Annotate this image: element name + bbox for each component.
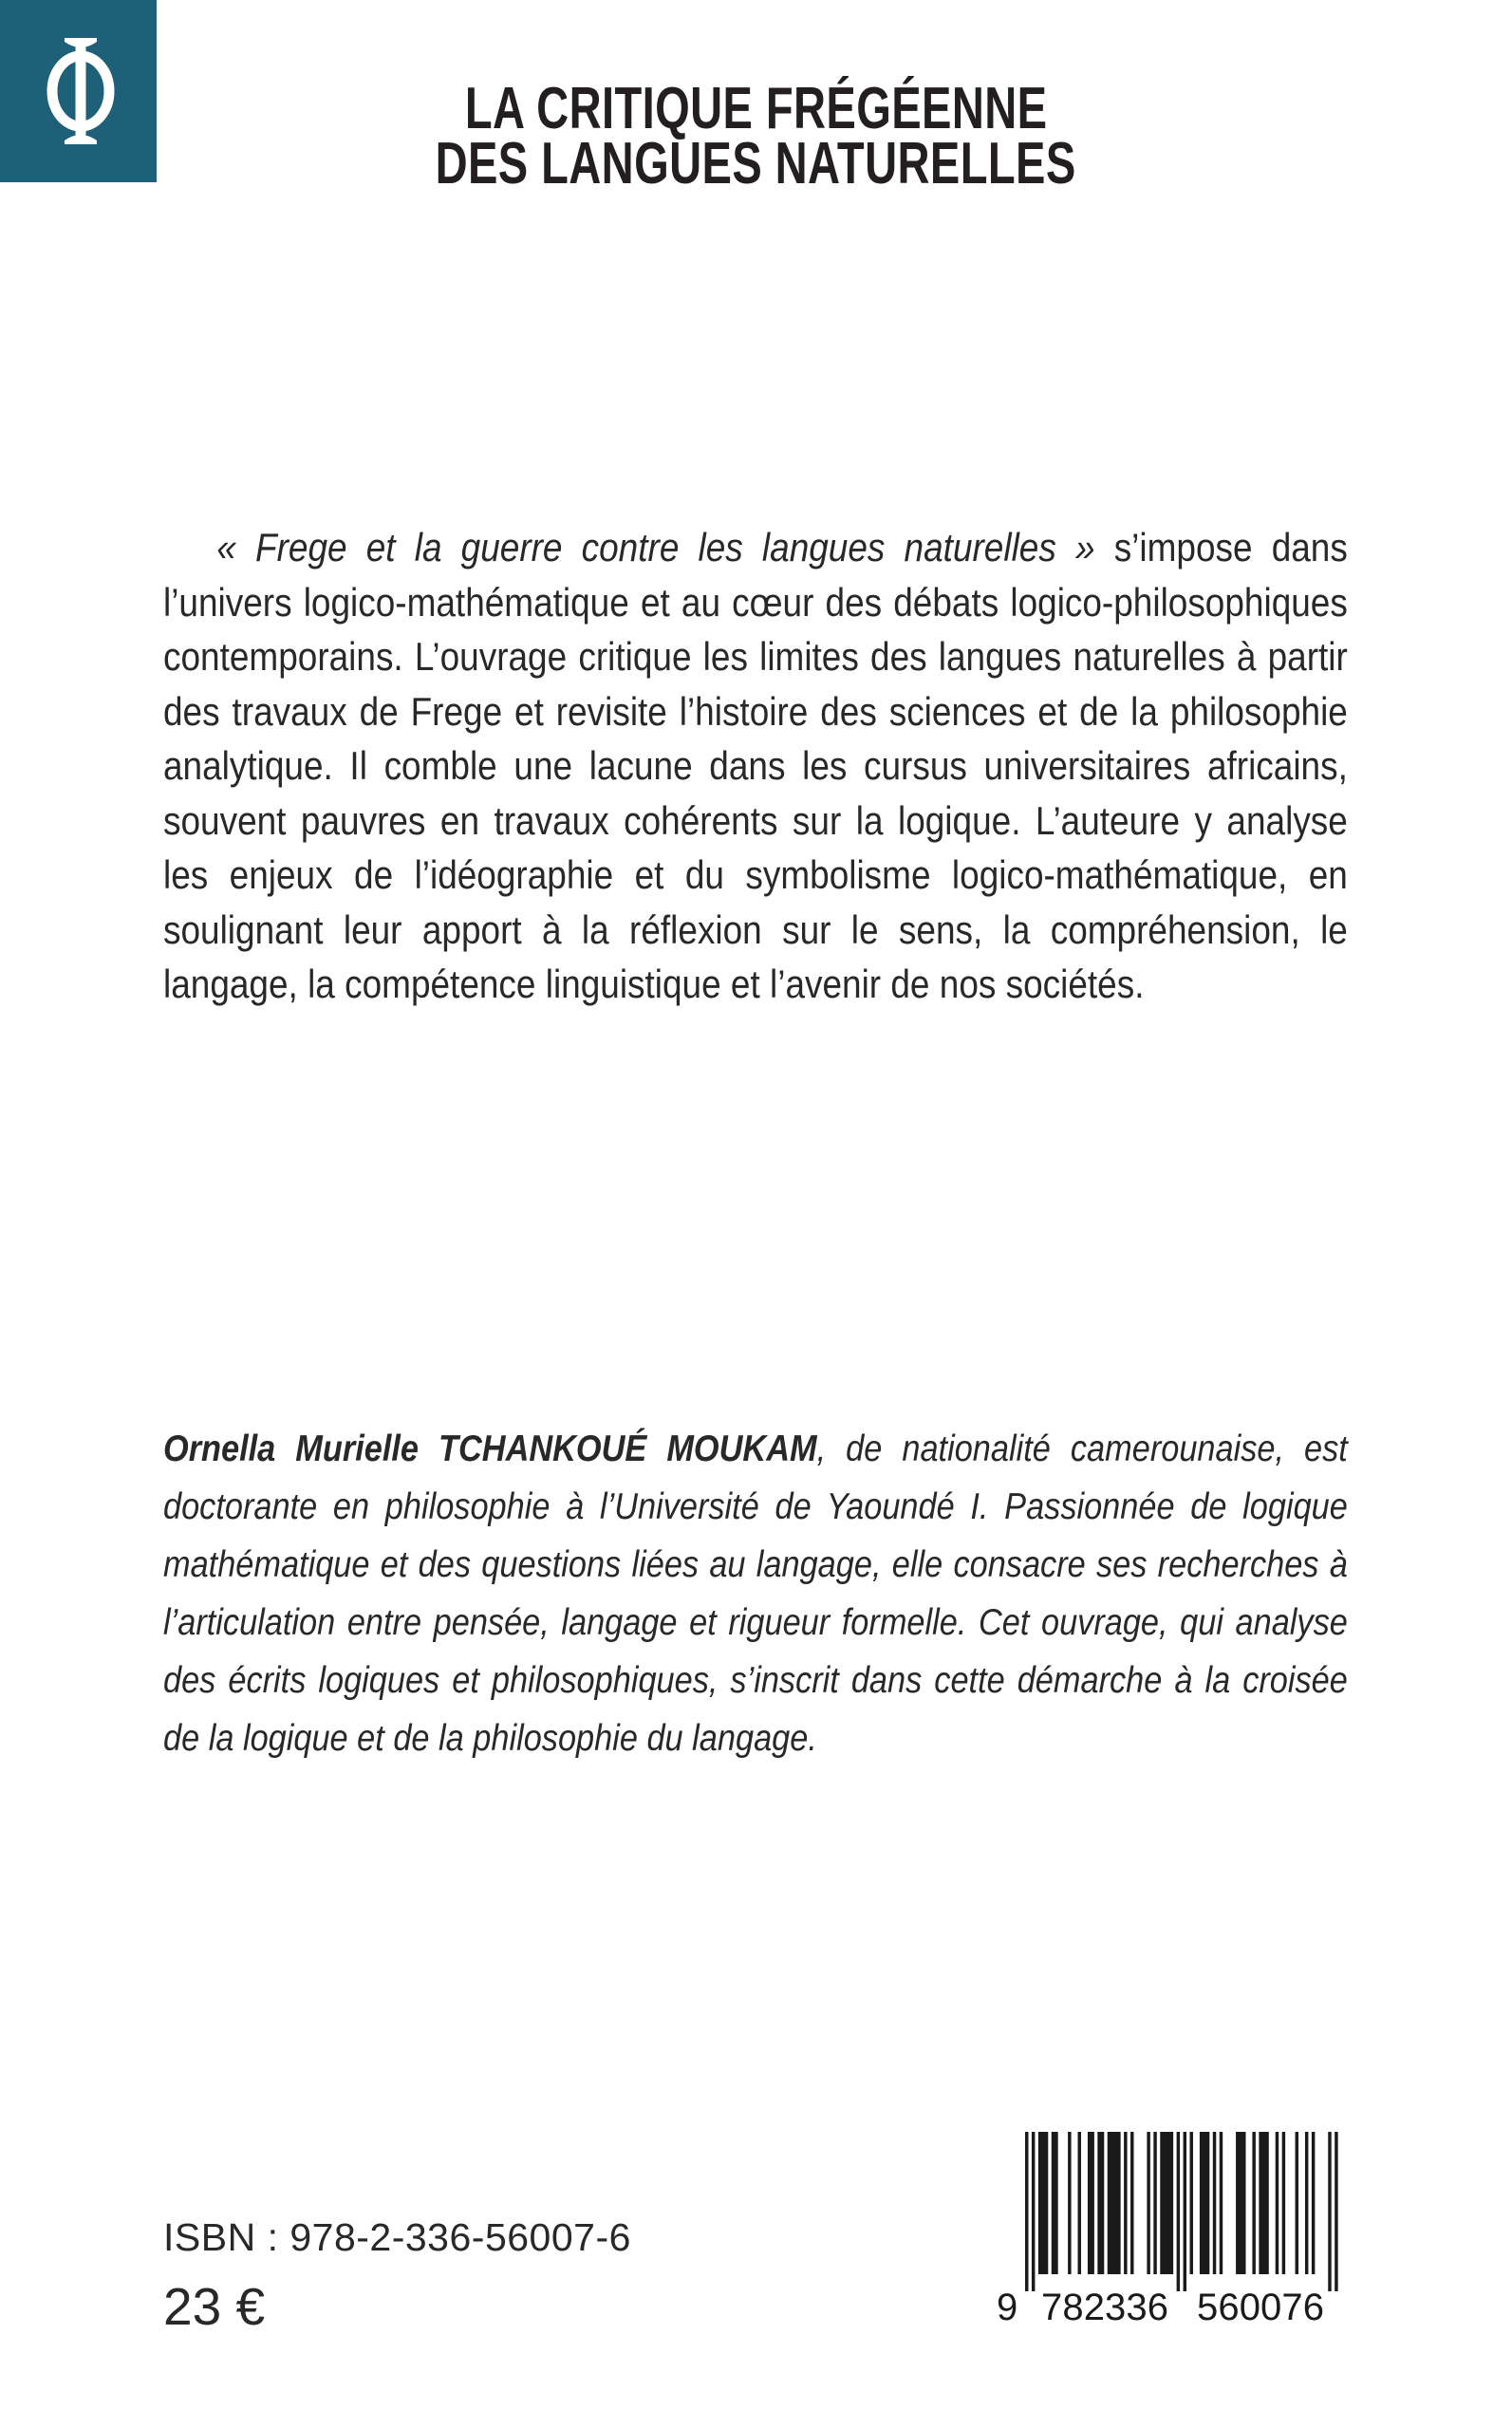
book-title-line2: DES LANGUES NATURELLES — [435, 131, 1077, 196]
book-title — [0, 76, 1512, 196]
isbn-text: ISBN : 978-2-336-56007-6 — [163, 2215, 631, 2259]
blurb-quoted-title: « Frege et la guerre contre les langues naturelles » — [216, 525, 1095, 570]
author-bio-text: , de nationalité camerounaise, est doctorante en philosophie à l’Université de Yaoundé I. Passionnée de logique mathématique et des questions liées au langage, elle consacre ses recherches à l’articulation entre pensée, langage et rigueur formelle. Cet ouvrage, qui analyse des écrits logiques et philosophiques, s’inscrit dans cette démarche à la croisée de la logique et de la philosophie du langage. — [163, 1429, 1348, 1759]
back-cover-blurb — [163, 520, 1348, 1012]
author-name: Ornella Murielle TCHANKOUÉ MOUKAM — [163, 1429, 817, 1469]
price-text: 23 € — [163, 2277, 266, 2336]
barcode-digit-lead: 9 — [997, 2287, 1018, 2326]
barcode-digits-left: 782336 — [1041, 2287, 1168, 2326]
barcode-svg — [997, 2132, 1343, 2326]
blurb-body-text: s’impose dans l’univers logico-mathématique et au cœur des débats logico-philosophiques contemporains. L’ouvrage critique les limites des langues naturelles à partir des travaux de Frege et revisite l’histoire des sciences et de la philosophie analytique. Il comble une lacune dans les cursus universitaires africains, souvent pauvres en travaux cohérents sur la logique. L’auteure y analyse les enjeux de l’idéographie et du symbolisme logico-mathématique, en soulignant leur apport à la réflexion sur le sens, la compréhension, le langage, la compétence linguistique et l’avenir de nos sociétés. — [163, 525, 1348, 1006]
author-bio — [163, 1420, 1348, 1767]
book-title-line1: LA CRITIQUE FRÉGÉENNE — [464, 76, 1048, 141]
barcode-digits-right: 560076 — [1197, 2287, 1324, 2326]
